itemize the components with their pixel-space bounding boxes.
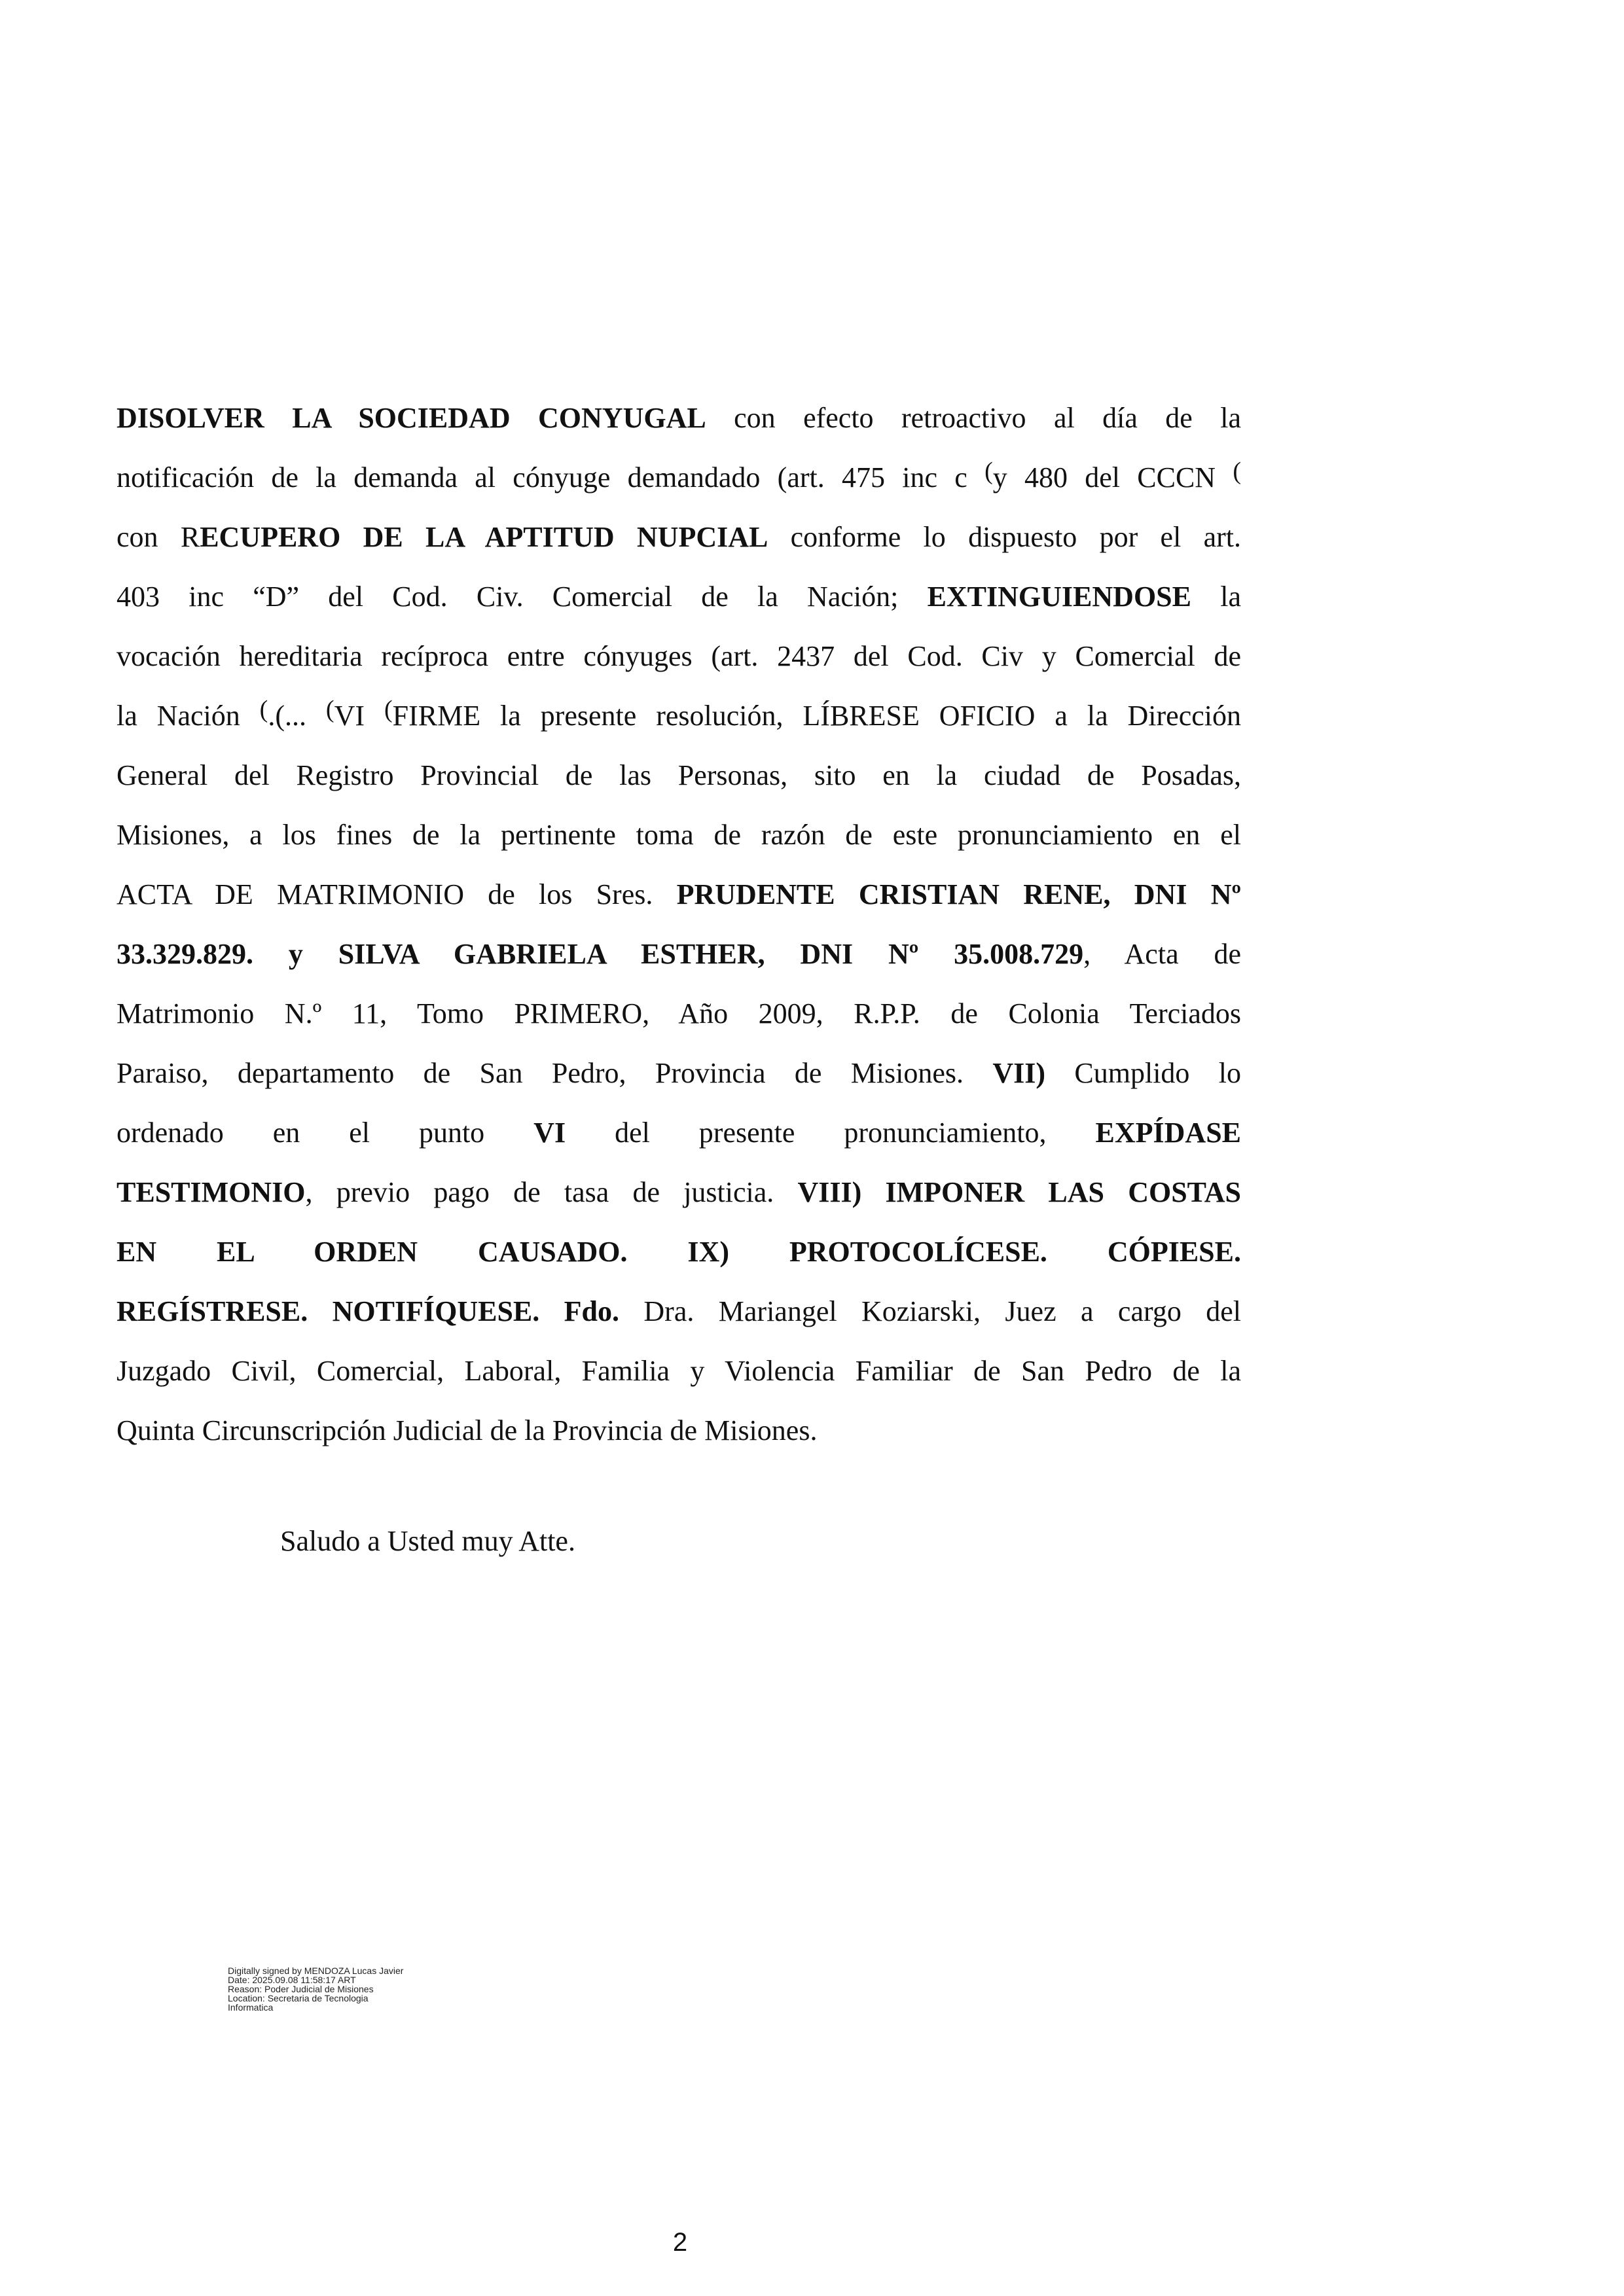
body-line-17 xyxy=(117,1355,1241,1388)
body-bold-text: VII) xyxy=(992,1057,1046,1089)
body-line-11 xyxy=(117,997,1241,1030)
body-text: notificación de la demanda al cónyuge demandado (art. 475 inc c xyxy=(117,461,985,493)
body-bold-text: PRUDENTE CRISTIAN RENE, DNI Nº xyxy=(676,878,1241,910)
body-text: Misiones, a los fines de la pertinente toma de razón de este pronunciamiento en el xyxy=(117,819,1241,851)
body-line-14 xyxy=(117,1176,1241,1209)
body-text: Quinta Circunscripción Judicial de la Provincia de Misiones. xyxy=(117,1414,818,1446)
body-text: vocación hereditaria recíproca entre cónyuges (art. 2437 del Cod. Civ y Comercial de xyxy=(117,640,1241,672)
body-line-6 xyxy=(117,696,1241,732)
body-line-3 xyxy=(117,521,1241,554)
superscript-paren: ( xyxy=(325,696,334,723)
body-text: y 480 del CCCN xyxy=(992,461,1233,493)
body-text: General del Registro Provincial de las Personas, sito en la ciudad de Posadas, xyxy=(117,759,1241,791)
body-line-9 xyxy=(117,878,1241,911)
body-text: FIRME la presente resolución, LÍBRESE OFICIO a la Dirección xyxy=(392,700,1241,732)
body-text: , Acta de xyxy=(1083,938,1241,970)
body-text: con efecto retroactivo al día de la xyxy=(706,402,1241,434)
body-line-4 xyxy=(117,581,1241,613)
body-bold-text: 33.329.829. y SILVA GABRIELA ESTHER, DNI Nº 35.008.729 xyxy=(117,938,1084,970)
body-text: 403 inc “D” del Cod. Civ. Comercial de la Nación; xyxy=(117,581,928,613)
body-text: ACTA DE MATRIMONIO de los Sres. xyxy=(117,878,677,910)
body-text: ordenado en el punto xyxy=(117,1117,534,1149)
body-line-18 xyxy=(117,1414,1241,1447)
signature-location: Location: Secretaria de Tecnologia xyxy=(228,1993,369,2003)
body-bold-text: EXTINGUIENDOSE xyxy=(927,581,1191,613)
body-line-13 xyxy=(117,1117,1241,1149)
body-bold-text: EN EL ORDEN CAUSADO. IX) PROTOCOLÍCESE. CÓPIESE. xyxy=(117,1236,1241,1268)
body-bold-text: TESTIMONIO xyxy=(117,1176,306,1208)
body-line-8 xyxy=(117,819,1241,852)
superscript-paren: ( xyxy=(1233,457,1242,485)
superscript-paren: ( xyxy=(384,696,393,723)
body-line-7 xyxy=(117,759,1241,792)
body-text: Juzgado Civil, Comercial, Laboral, Familia y Violencia Familiar de San Pedro de la xyxy=(117,1355,1241,1387)
body-text: Matrimonio N.º 11, Tomo PRIMERO, Año 2009, R.P.P. de Colonia Terciados xyxy=(117,997,1241,1030)
signature-signer: Digitally signed by MENDOZA Lucas Javier xyxy=(228,1965,404,1976)
body-bold-text: EXPÍDASE xyxy=(1095,1117,1242,1149)
body-bold-text: VIII) IMPONER LAS COSTAS xyxy=(797,1176,1242,1208)
body-text: Dra. Mariangel Koziarski, Juez a cargo del xyxy=(619,1295,1241,1327)
signature-date: Date: 2025.09.08 11:58:17 ART xyxy=(228,1975,356,1985)
closing-salutation: Saludo a Usted muy Atte. xyxy=(280,1525,575,1557)
body-text: .(... xyxy=(268,700,326,732)
body-line-1 xyxy=(117,402,1241,435)
body-text: VI xyxy=(334,700,384,732)
body-text: la Nación xyxy=(117,700,260,732)
body-text: con R xyxy=(117,521,200,553)
body-text: conforme lo dispuesto por el art. xyxy=(768,521,1241,553)
body-line-10 xyxy=(117,938,1241,971)
body-bold-text: VI xyxy=(533,1117,566,1149)
signature-reason: Reason: Poder Judicial de Misiones xyxy=(228,1984,374,1994)
body-text: Paraiso, departamento de San Pedro, Provincia de Misiones. xyxy=(117,1057,993,1089)
body-bold-text: DISOLVER LA SOCIEDAD CONYUGAL xyxy=(117,402,706,434)
signature-location-cont: Informatica xyxy=(228,2002,274,2013)
body-line-12 xyxy=(117,1057,1241,1090)
body-text: , previo pago de tasa de justicia. xyxy=(305,1176,798,1208)
superscript-paren: ( xyxy=(984,457,993,485)
body-line-15 xyxy=(117,1236,1241,1268)
body-text: la xyxy=(1191,581,1241,613)
body-line-5 xyxy=(117,640,1241,673)
digital-signature-block xyxy=(228,1966,403,2012)
body-line-16 xyxy=(117,1295,1241,1328)
body-text: del presente pronunciamiento, xyxy=(566,1117,1096,1149)
body-bold-text: ECUPERO DE LA APTITUD NUPCIAL xyxy=(200,521,768,553)
page-number: 2 xyxy=(672,2228,688,2257)
body-bold-text: REGÍSTRESE. NOTIFÍQUESE. Fdo. xyxy=(117,1295,620,1327)
body-text: Cumplido lo xyxy=(1045,1057,1241,1089)
body-line-2 xyxy=(117,457,1242,494)
superscript-paren: ( xyxy=(259,696,268,723)
